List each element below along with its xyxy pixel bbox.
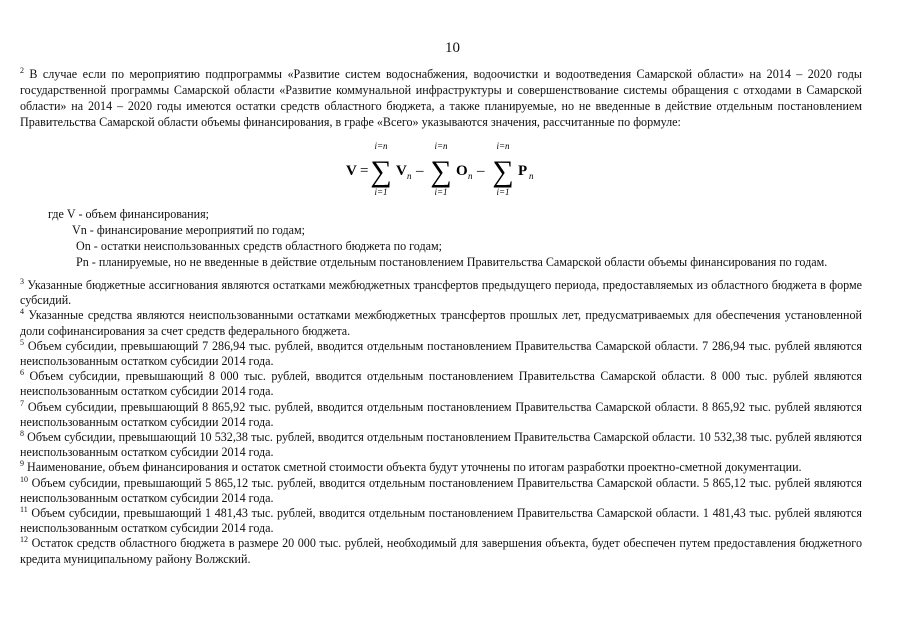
footnote-text: Объем субсидии, превышающий 5 865,12 тыс. рублей, вводится отдельным постановлением Правительства Самарской области. 5 865,12 тыс. рублей являются неиспользованным остатком субсидии 2014 года.	[20, 475, 862, 505]
financing-formula	[346, 140, 566, 198]
definition-pn: Pn - планируемые, но не введенные в действие отдельным постановлением Правительства Самарской области объемы финансирования по годам.	[76, 255, 828, 269]
footnote-10	[20, 476, 862, 506]
sum-sign: ∑	[492, 155, 514, 188]
sum-lower-limit: i=1	[496, 187, 510, 197]
footnote-3	[20, 278, 862, 308]
footnote-marker: 3	[20, 276, 24, 286]
footnote-text: В случае если по мероприятию подпрограммы «Развитие систем водоснабжения, водоочистки и водоотведения Самарской области» на 2014 – 2020 годы государственной программы Самарской области «Развитие коммунальной инфраструктуры и совершенствование системы обращения с отходами в Самарской области» на 2014 – 2020 годы имеются остатки средств областного бюджета, а также планируемые, но не введенные в действие отдельным постановлением Правительства Самарской области объемы финансирования, в графе «Всего» указываются значения, рассчитанные по формуле:	[20, 67, 862, 129]
formula-sub-n: n	[529, 171, 534, 181]
footnote-5	[20, 339, 862, 369]
sum-lower-limit: i=1	[374, 187, 388, 197]
footnote-text: Объем субсидии, превышающий 8 865,92 тыс. рублей, вводится отдельным постановлением Правительства Самарской области. 8 865,92 тыс. рублей являются неиспользованным остатком субсидии 2014 года.	[20, 399, 862, 429]
footnote-text: Объем субсидии, превышающий 1 481,43 тыс. рублей, вводится отдельным постановлением Правительства Самарской области. 1 481,43 тыс. рублей являются неиспользованным остатком субсидии 2014 года.	[20, 506, 862, 536]
definition-on: On - остатки неиспользованных средств областного бюджета по годам;	[76, 239, 443, 253]
formula-equals: =	[360, 163, 369, 179]
footnote-text: Остаток средств областного бюджета в размере 20 000 тыс. рублей, необходимый для завершения объекта, будет обеспечен путем предоставления бюджетного кредита муниципальному району Волжский.	[20, 536, 863, 566]
formula-term-o: O	[456, 163, 468, 179]
footnote-8	[20, 430, 862, 460]
formula-term-p: P	[518, 163, 528, 179]
page-number: 10	[445, 40, 460, 56]
footnote-text: Объем субсидии, превышающий 10 532,38 тыс. рублей, вводится отдельным постановлением Правительства Самарской области. 10 532,38 тыс. рублей являются неиспользованным остатком субсидии 2014 года.	[20, 430, 862, 460]
footnote-marker: 6	[20, 368, 24, 378]
definition-v: где V - объем финансирования;	[48, 207, 210, 221]
footnote-text: Наименование, объем финансирования и остаток сметной стоимости объекта будут уточнены по итогам разработки проектно-сметной документации.	[27, 460, 802, 475]
footnote-9	[20, 460, 862, 475]
footnote-text: Объем субсидии, превышающий 8 000 тыс. рублей, вводится отдельным постановлением Правительства Самарской области. 8 000 тыс. рублей являются неиспользованным остатком субсидии 2014 года.	[20, 369, 862, 399]
formula-definitions	[48, 206, 862, 270]
footnote-text: Объем субсидии, превышающий 7 286,94 тыс. рублей, вводится отдельным постановлением Правительства Самарской области. 7 286,94 тыс. рублей являются неиспользованным остатком субсидии 2014 года.	[20, 338, 862, 369]
formula-sub-n: n	[468, 171, 473, 181]
footnote-12	[20, 536, 862, 566]
formula-lhs: V	[346, 163, 357, 179]
footnote-2	[20, 66, 862, 130]
footnote-marker: 2	[20, 65, 24, 75]
footnote-4	[20, 308, 862, 338]
formula-minus: –	[416, 163, 424, 179]
footnote-marker: 7	[20, 398, 24, 408]
footnote-text: Указанные бюджетные ассигнования являются остатками межбюджетных трансфертов предыдущего периода, предоставляемых из областного бюджета в форме субсидий.	[20, 278, 862, 308]
formula-sub-n: n	[407, 171, 412, 181]
sum-upper-limit: i=n	[496, 141, 510, 151]
footnotes-list	[20, 278, 862, 567]
sum-lower-limit: i=1	[434, 187, 448, 197]
footnote-marker: 10	[20, 474, 28, 484]
footnote-marker: 4	[20, 307, 24, 317]
definition-vn: Vn - финансирование мероприятий по годам;	[72, 223, 306, 237]
footnote-text: Указанные средства являются неиспользованными остатками межбюджетных трансфертов прошлых лет, предусматриваемых для обеспечения установленной доли софинансирования за счет средств федерального бюджета.	[20, 308, 862, 338]
sum-sign: ∑	[430, 155, 452, 188]
footnote-marker: 5	[20, 337, 24, 347]
footnote-6	[20, 369, 862, 399]
sum-sign: ∑	[370, 155, 392, 188]
footnote-marker: 11	[20, 505, 28, 515]
footnote-7	[20, 400, 862, 430]
formula-minus: –	[477, 163, 485, 179]
footnote-11	[20, 506, 862, 536]
sum-upper-limit: i=n	[374, 141, 388, 151]
sum-upper-limit: i=n	[434, 141, 448, 151]
footnote-marker: 9	[20, 459, 24, 469]
footnote-marker: 8	[20, 429, 24, 438]
footnote-marker: 12	[20, 535, 28, 545]
formula-term-v: V	[396, 163, 407, 179]
